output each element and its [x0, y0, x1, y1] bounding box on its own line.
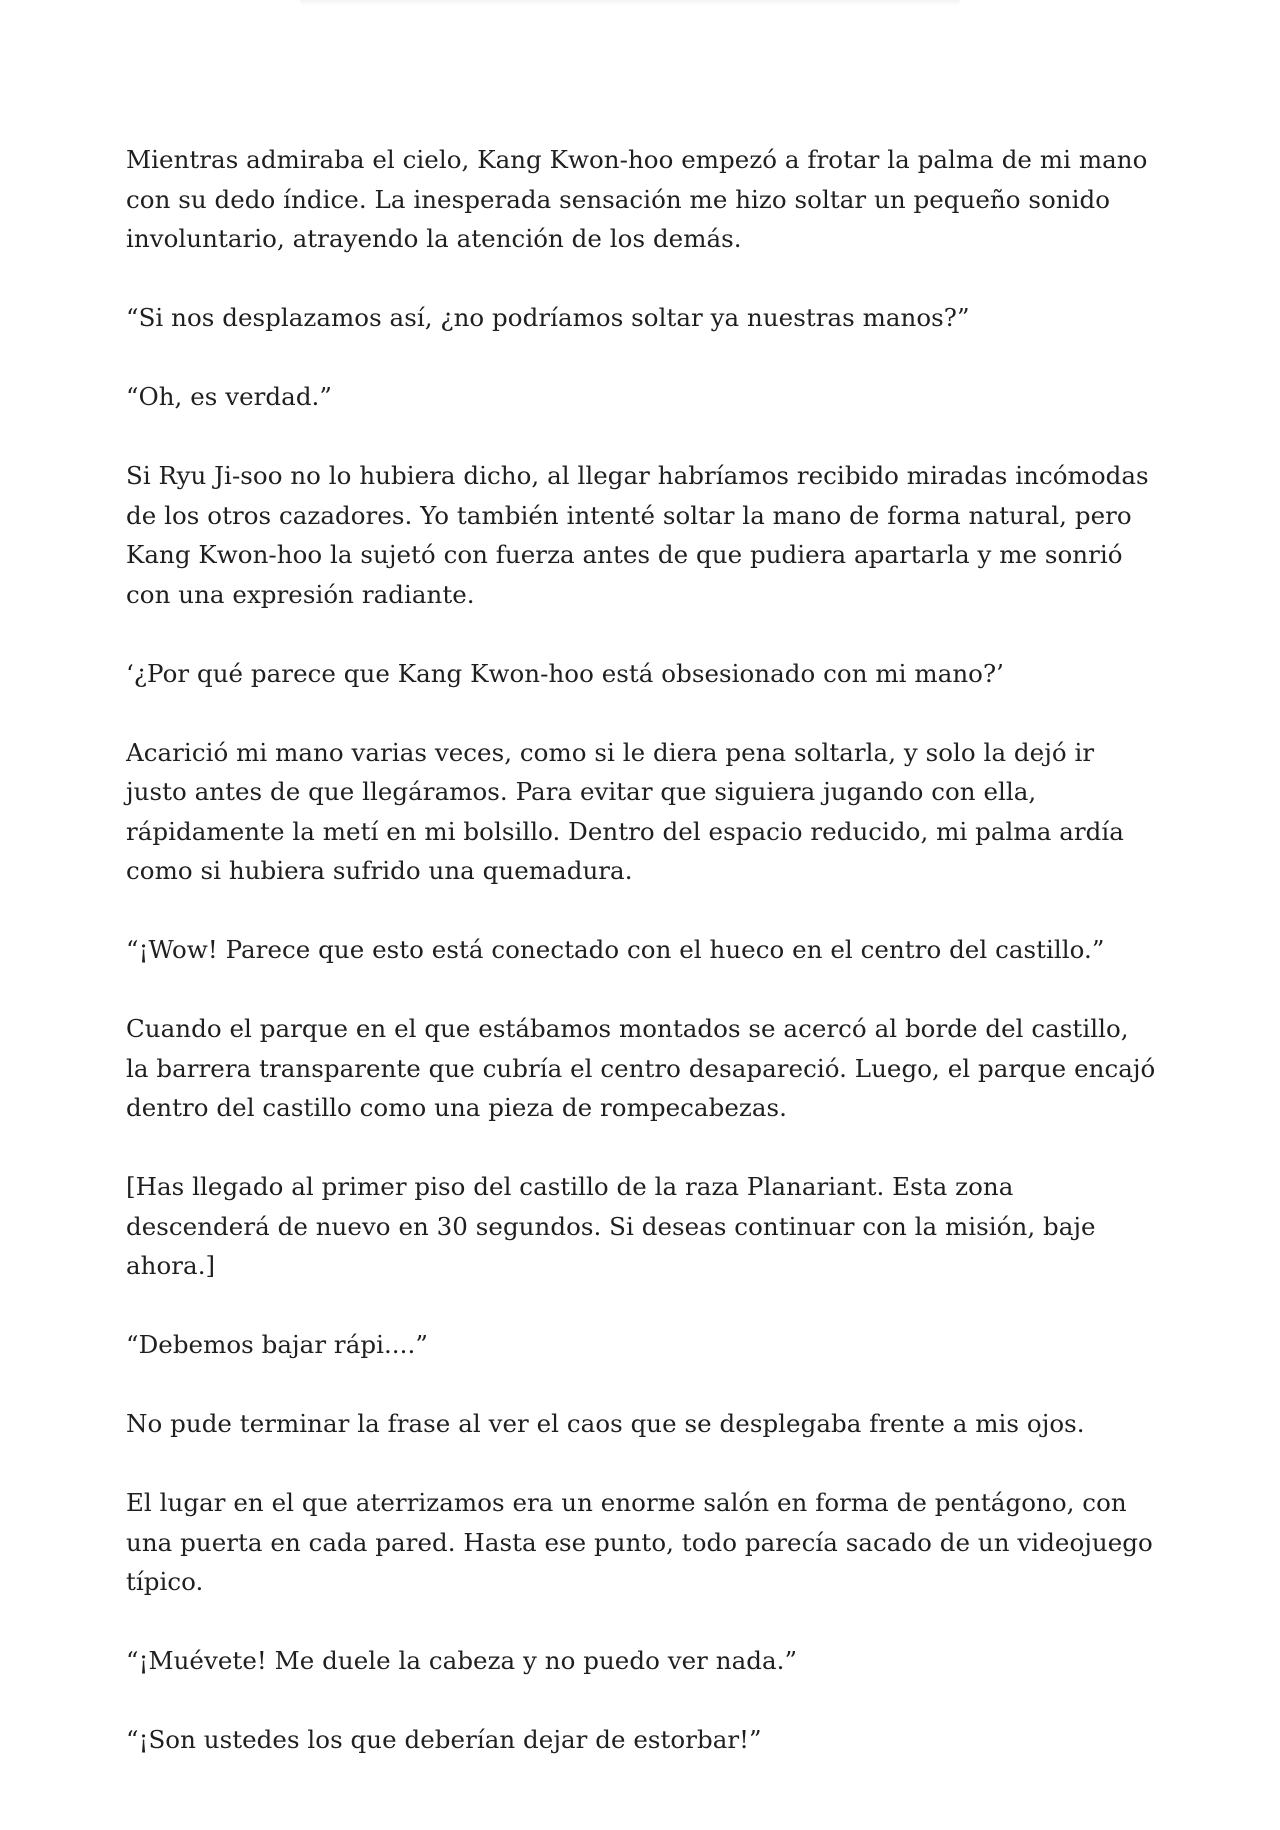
paragraph-10: “Debemos bajar rápi....” — [126, 1330, 428, 1359]
paragraph-7: “¡Wow! Parece que esto está conectado con el hueco en el centro del castillo.” — [126, 935, 1105, 964]
paragraph-13: “¡Muévete! Me duele la cabeza y no puedo ver nada.” — [126, 1646, 798, 1675]
paragraph-11: No pude terminar la frase al ver el caos que se desplegaba frente a mis ojos. — [126, 1409, 1085, 1438]
paragraph-1: Mientras admiraba el cielo, Kang Kwon-hoo empezó a frotar la palma de mi mano con su dedo índice. La inesperada sensación me hizo soltar un pequeño sonido involuntario, atrayendo la atención de los demás. — [126, 145, 1148, 253]
paragraph-9: [Has llegado al primer piso del castillo de la raza Planariant. Esta zona descenderá de nuevo en 30 segundos. Si deseas continuar con la misión, baje ahora.] — [126, 1172, 1096, 1280]
paragraph-5: ‘¿Por qué parece que Kang Kwon-hoo está obsesionado con mi mano?’ — [126, 658, 1004, 688]
paragraph-14: “¡Son ustedes los que deberían dejar de estorbar!” — [126, 1725, 762, 1754]
text-body — [126, 140, 1156, 1799]
paragraph-12: El lugar en el que aterrizamos era un enorme salón en forma de pentágono, con una puerta en cada pared. Hasta ese punto, todo parecía sacado de un videojuego típico. — [126, 1488, 1153, 1596]
paragraph-3: “Oh, es verdad.” — [126, 382, 332, 411]
paragraph-4: Si Ryu Ji-soo no lo hubiera dicho, al llegar habríamos recibido miradas incómodas de los otros cazadores. Yo también intenté soltar la mano de forma natural, pero Kang Kwon-hoo la sujetó con fuerza antes de que pudiera apartarla y me sonrió con una expresión radiante. — [126, 461, 1149, 609]
paragraph-6: Acarició mi mano varias veces, como si le diera pena soltarla, y solo la dejó ir justo antes de que llegáramos. Para evitar que siguiera jugando con ella, rápidamente la metí en mi bolsillo. Dentro del espacio reducido, mi palma ardía como si hubiera sufrido una quemadura. — [126, 737, 1124, 885]
paragraph-2: “Si nos desplazamos así, ¿no podríamos soltar ya nuestras manos?” — [126, 303, 970, 332]
paragraph-8: Cuando el parque en el que estábamos montados se acercó al borde del castillo, la barrera transparente que cubría el centro desapareció. Luego, el parque encajó dentro del castillo como una pieza de rompecabezas. — [126, 1014, 1156, 1122]
page-edge-shadow — [300, 0, 960, 6]
